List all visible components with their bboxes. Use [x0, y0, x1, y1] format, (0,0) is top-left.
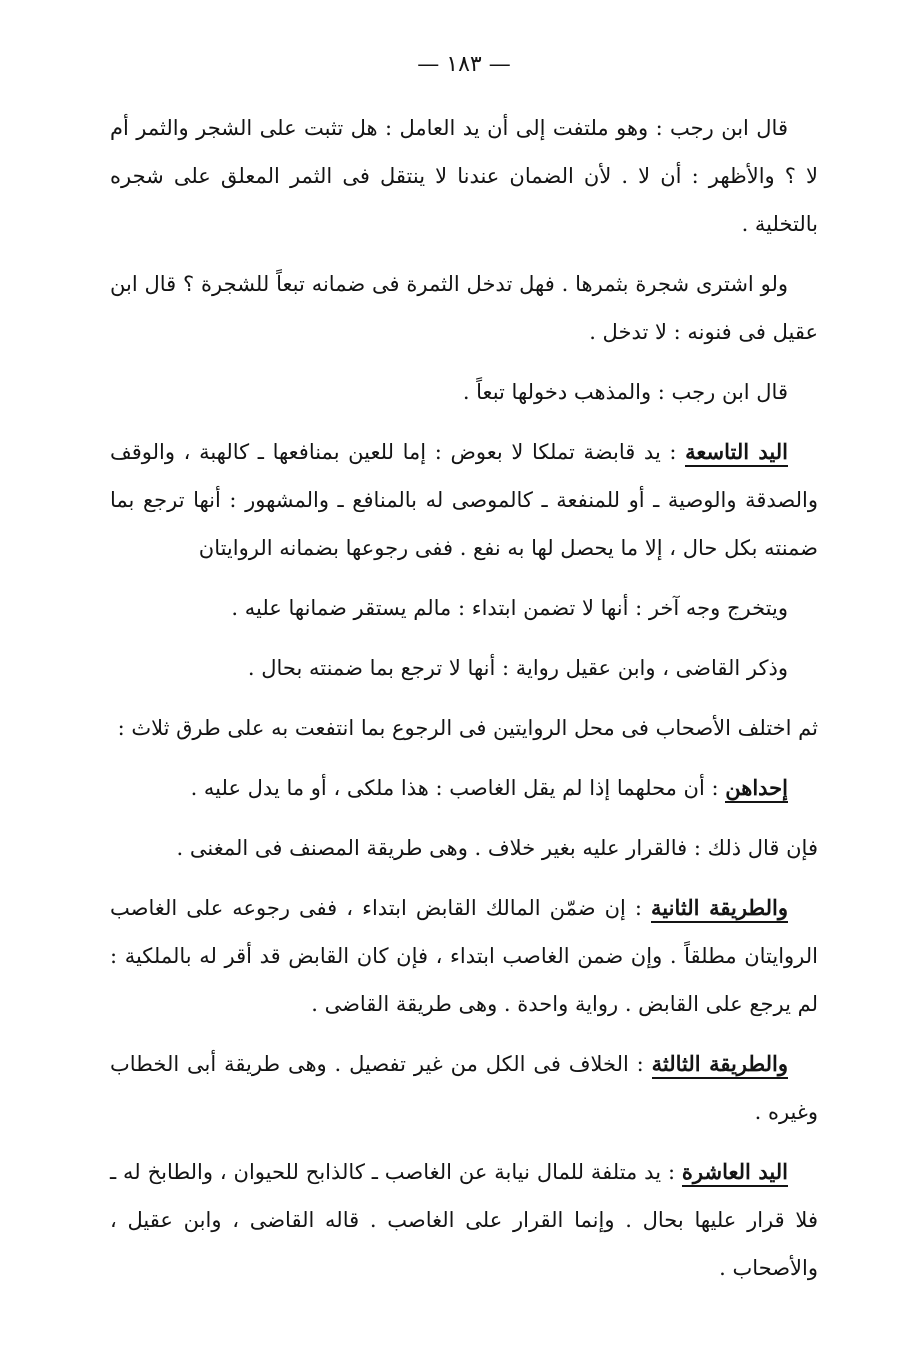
page-number: — ١٨٣ — [417, 52, 511, 77]
paragraph [110, 584, 818, 632]
paragraph-text: : الخلاف فى الكل من غير تفصيل . وهى طريقة أبى الخطاب وغيره . [110, 1052, 818, 1124]
paragraph [110, 368, 818, 416]
paragraph-text: : إن ضمّن المالك القابض ابتداء ، ففى رجوعه على الغاصب الروايتان مطلقاً . وإن ضمن الغاصب ابتداء ، فإن كان القابض قد أقر له بالملكية : لم يرجع على القابض . رواية واحدة . وهى طريقة القاضى . [110, 896, 818, 1016]
paragraph-text: : يد متلفة للمال نيابة عن الغاصب ـ كالذابح للحيوان ، والطابخ له ـ فلا قرار عليها بحال . وإنما القرار على الغاصب . قاله القاضى ، وابن عقيل ، والأصحاب . [110, 1160, 818, 1280]
paragraph [110, 1040, 818, 1136]
section-heading: إحداهن [725, 775, 788, 803]
paragraph [110, 824, 818, 872]
paragraph [110, 428, 818, 572]
document-body [110, 104, 818, 1292]
section-heading: والطريقة الثالثة [652, 1051, 788, 1079]
paragraph-text: ويتخرج وجه آخر : أنها لا تضمن ابتداء : مالم يستقر ضمانها عليه . [231, 596, 788, 620]
paragraph [110, 260, 818, 356]
paragraph-text: قال ابن رجب : والمذهب دخولها تبعاً . [462, 380, 788, 404]
section-heading: اليد العاشرة [682, 1159, 788, 1187]
paragraph [110, 104, 818, 248]
paragraph-text: فإن قال ذلك : فالقرار عليه بغير خلاف . وهى طريقة المصنف فى المغنى . [176, 836, 818, 860]
section-heading: اليد التاسعة [685, 439, 788, 467]
paragraph-text: قال ابن رجب : وهو ملتفت إلى أن يد العامل : هل تثبت على الشجر والثمر أم لا ؟ والأظهر : أن لا . لأن الضمان عندنا لا ينتقل فى الثمر المعلق على شجره بالتخلية . [110, 116, 818, 236]
paragraph [110, 644, 818, 692]
paragraph [110, 1148, 818, 1292]
paragraph-text: : يد قابضة تملكا لا بعوض : إما للعين بمنافعها ـ كالهبة ، والوقف والصدقة والوصية ـ أو للمنفعة ـ كالموصى له بالمنافع ـ والمشهور : أنها ترجع بما ضمنته بكل حال ، إلا ما يحصل لها به نفع . ففى رجوعها بضمانه الروايتان [110, 440, 818, 560]
paragraph-text: ثم اختلف الأصحاب فى محل الروايتين فى الرجوع بما انتفعت به على طرق ثلاث : [117, 716, 818, 740]
paragraph-text: وذكر القاضى ، وابن عقيل رواية : أنها لا ترجع بما ضمنته بحال . [247, 656, 788, 680]
paragraph-text: : أن محلهما إذا لم يقل الغاصب : هذا ملكى ، أو ما يدل عليه . [190, 776, 719, 800]
paragraph [110, 884, 818, 1028]
paragraph-text: ولو اشترى شجرة بثمرها . فهل تدخل الثمرة فى ضمانه تبعاً للشجرة ؟ قال ابن عقيل فى فنونه : لا تدخل . [110, 272, 818, 344]
paragraph [110, 704, 818, 752]
paragraph [110, 764, 818, 812]
section-heading: والطريقة الثانية [651, 895, 788, 923]
